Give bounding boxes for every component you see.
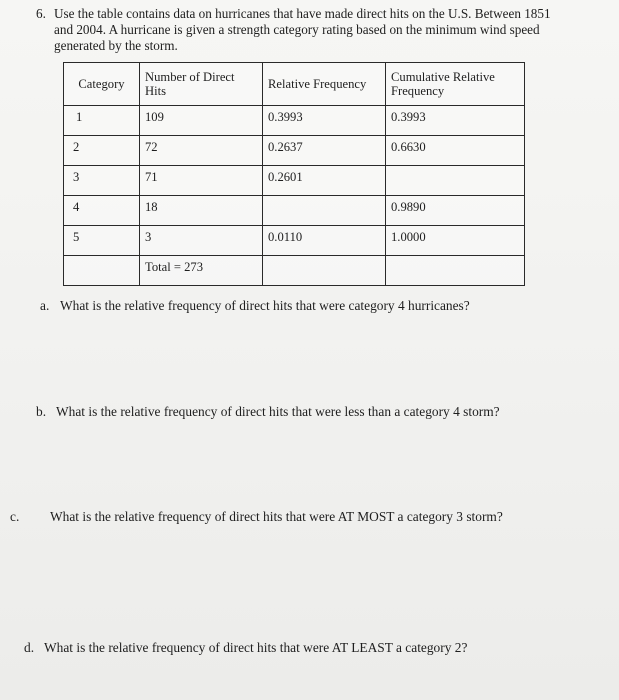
cell-cumulative: 1.0000 (386, 226, 525, 256)
hurricane-table (63, 62, 525, 286)
cell-cumulative: 0.9890 (386, 196, 525, 226)
cell-hits: 3 (140, 226, 263, 256)
cell-category (64, 256, 140, 286)
cell-relative: 0.0110 (263, 226, 386, 256)
cell-cumulative (386, 256, 525, 286)
cell-relative (263, 196, 386, 226)
table-row (64, 196, 525, 226)
cell-category: 1 (64, 106, 140, 136)
table-row (64, 166, 525, 196)
question-letter: c. (10, 509, 20, 524)
cell-relative: 0.3993 (263, 106, 386, 136)
cell-relative (263, 256, 386, 286)
header-relative-frequency: Relative Frequency (263, 63, 386, 106)
header-category: Category (64, 63, 140, 106)
cell-cumulative: 0.6630 (386, 136, 525, 166)
question-letter: d. (24, 640, 35, 655)
header-cumulative-frequency: Cumulative Relative Frequency (386, 63, 525, 106)
question-d (24, 639, 584, 656)
header-direct-hits: Number of Direct Hits (140, 63, 263, 106)
table-row (64, 106, 525, 136)
table-row (64, 226, 525, 256)
problem-number: 6. (36, 6, 46, 21)
question-letter: b. (36, 404, 47, 419)
cell-total: Total = 273 (140, 256, 263, 286)
problem-text: Use the table contains data on hurricanes that have made direct hits on the U.S. Between 1851 and 2004. A hurricane is given a strength category rating based on the minimum wind speed generated by the storm. (54, 6, 551, 53)
question-c (10, 508, 570, 525)
cell-hits: 71 (140, 166, 263, 196)
cell-relative: 0.2601 (263, 166, 386, 196)
table-row (64, 136, 525, 166)
question-text: What is the relative frequency of direct hits that were AT LEAST a category 2? (44, 640, 468, 655)
question-text: What is the relative frequency of direct hits that were category 4 hurricanes? (60, 298, 470, 313)
question-letter: a. (40, 298, 50, 313)
table-row-total (64, 256, 525, 286)
cell-relative: 0.2637 (263, 136, 386, 166)
question-text: What is the relative frequency of direct hits that were less than a category 4 storm? (56, 404, 500, 419)
cell-category: 5 (64, 226, 140, 256)
cell-hits: 109 (140, 106, 263, 136)
table-header-row (64, 63, 525, 106)
question-b (36, 403, 596, 420)
cell-hits: 72 (140, 136, 263, 166)
cell-category: 2 (64, 136, 140, 166)
cell-cumulative (386, 166, 525, 196)
cell-category: 4 (64, 196, 140, 226)
cell-cumulative: 0.3993 (386, 106, 525, 136)
question-text: What is the relative frequency of direct hits that were AT MOST a category 3 storm? (50, 509, 503, 524)
cell-hits: 18 (140, 196, 263, 226)
cell-category: 3 (64, 166, 140, 196)
question-a (40, 297, 580, 314)
